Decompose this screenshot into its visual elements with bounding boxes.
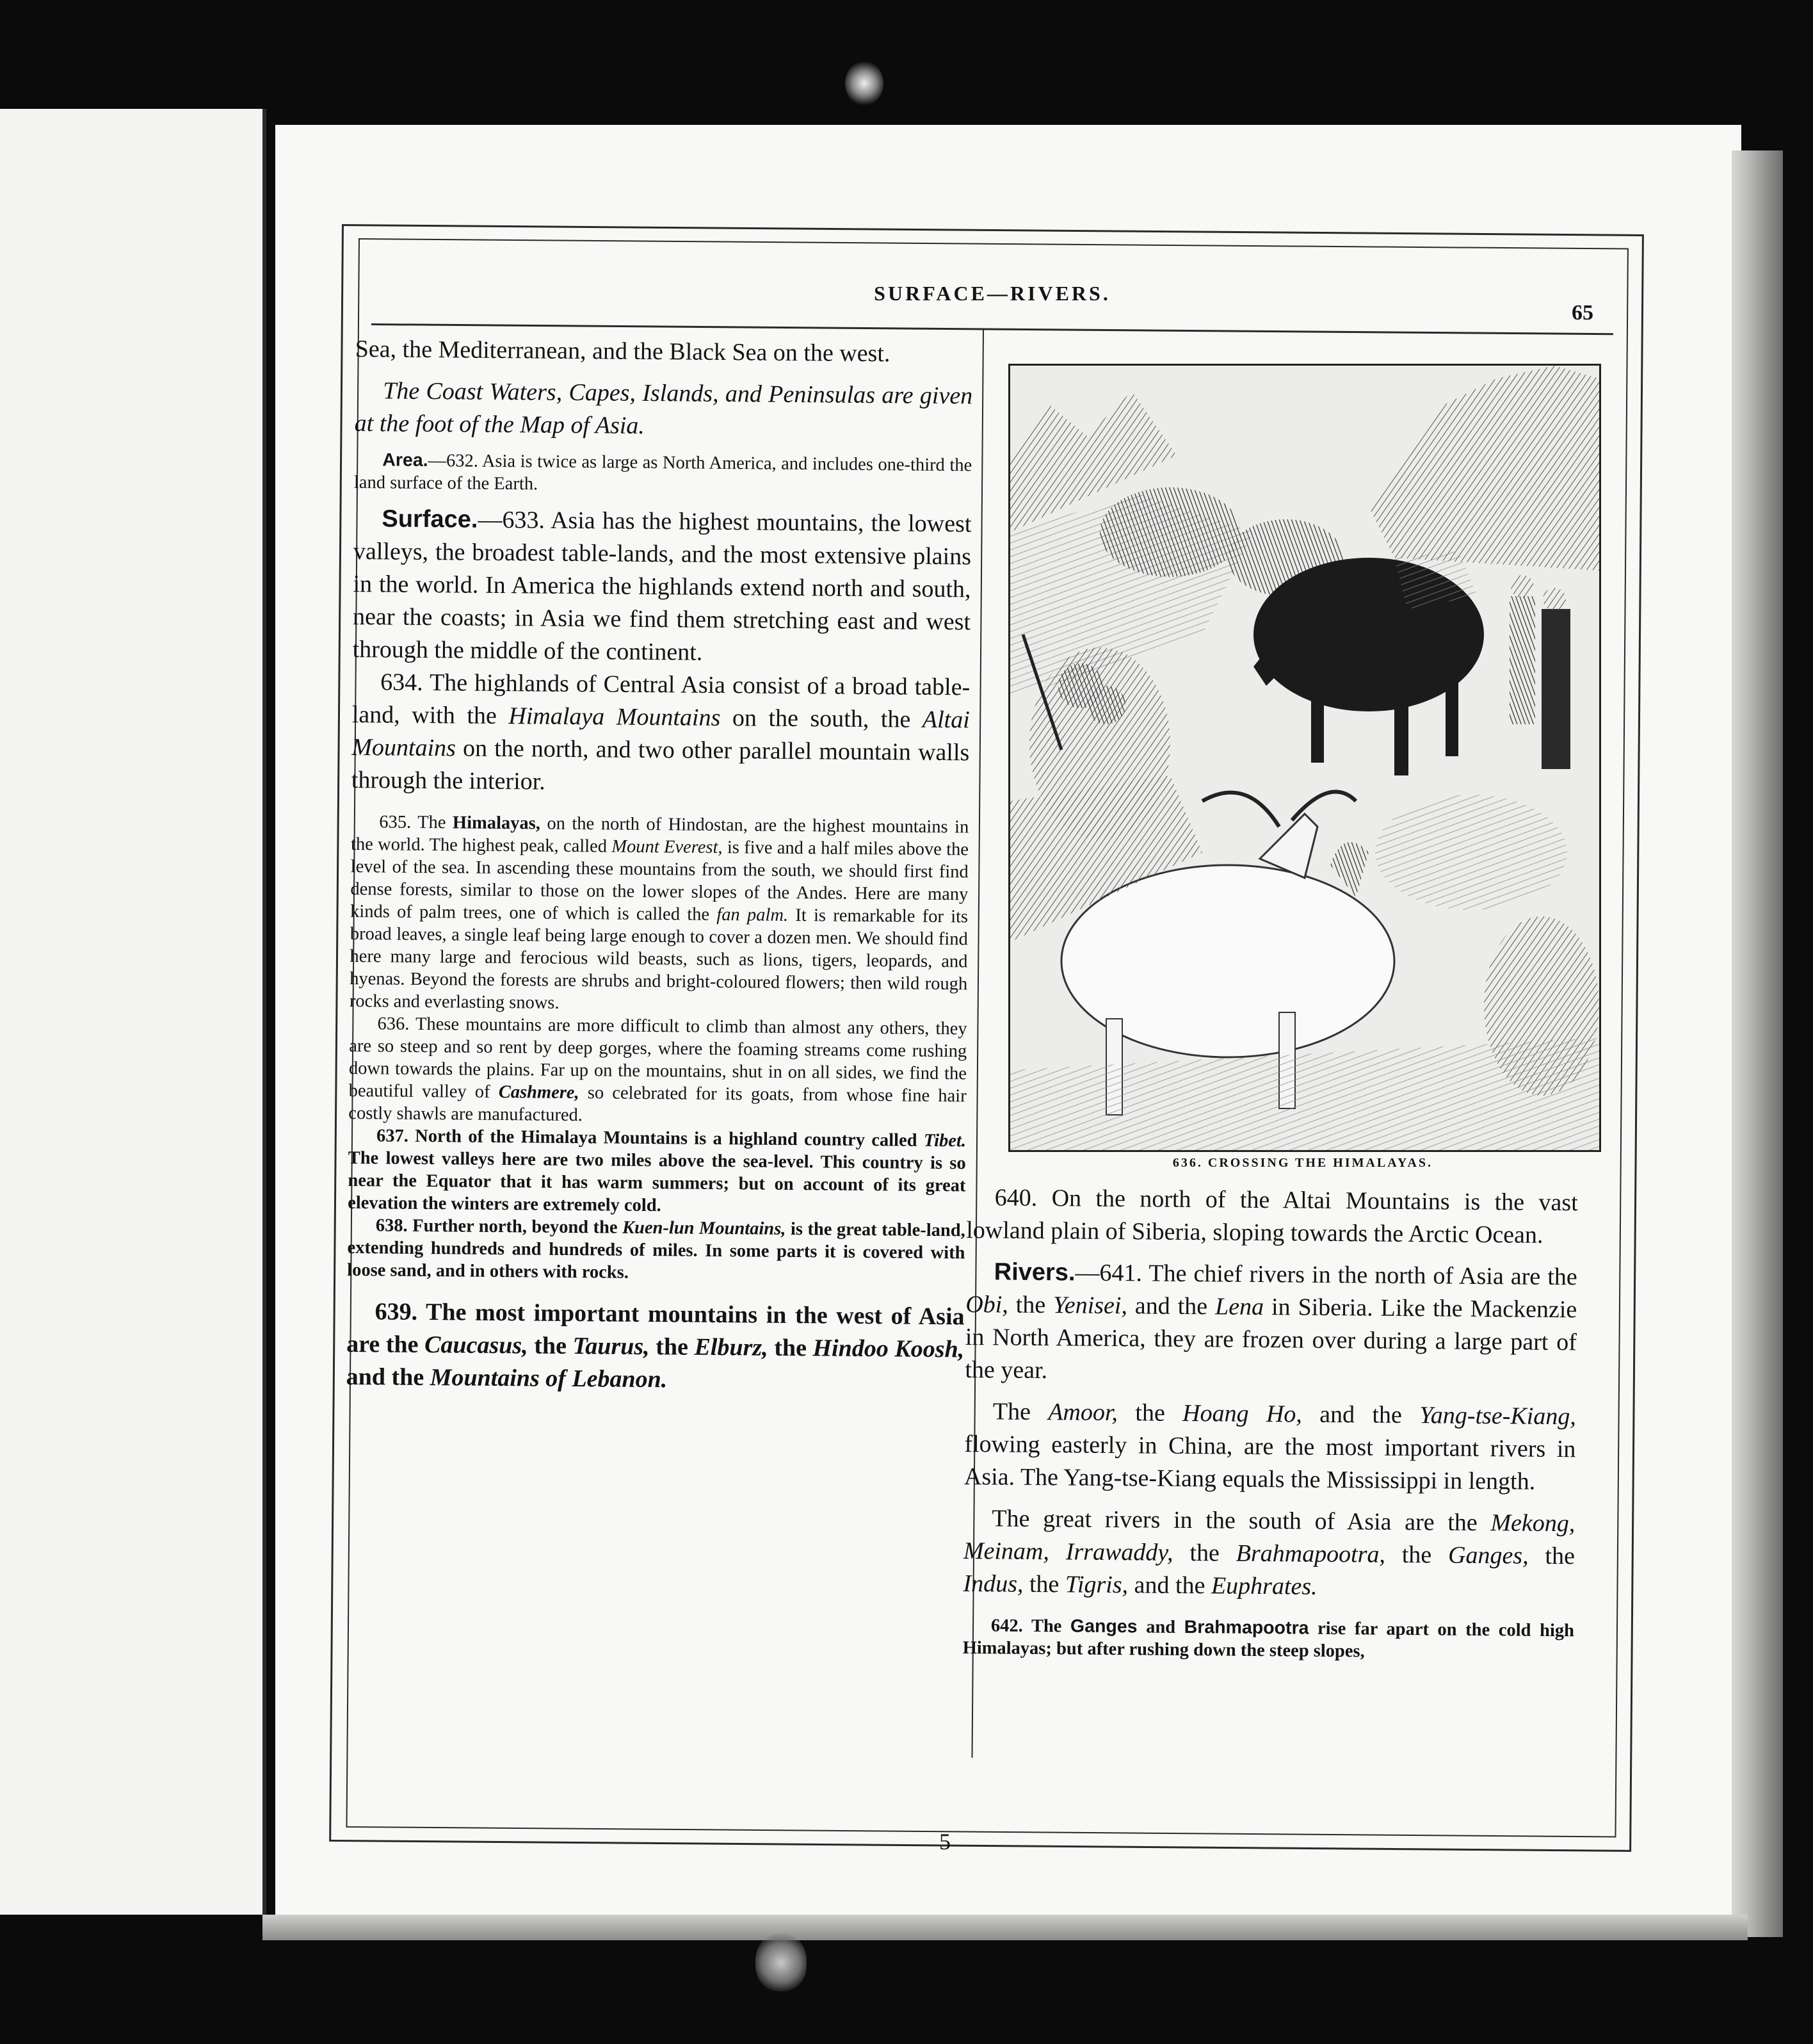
right-column (962, 1181, 1577, 1664)
paragraph-area: Area.—632. Asia is twice as large as North America, and includes one-third the land surface of the Earth. (353, 450, 972, 494)
paragraph-635: 635. The Himalayas, on the north of Hindostan, are the highest mountains in the world. The highest peak, called Mount Everest, is five and a half miles above the level of the sea. In ascending these mountains from the south, we should first find dense forests, similar to those on the lower slopes of the Andes. Here are many kinds of palm trees, one of which is called the fan palm. It is remarkable for its broad leaves, a single leaf being large enough to cover a dozen men. We should find here many large and ferocious wild beasts, such as lions, tigers, leopards, and hyenas. Beyond the forests are shrubs and bright-coloured flowers; then wild rough rocks and everlasting snows. (349, 812, 969, 1013)
figure-caption: 636. CROSSING THE HIMALAYAS. (1172, 1156, 1433, 1170)
paragraph-637: 637. North of the Himalaya Mountains is a highland country called Tibet. The lowest valleys here are two miles above the sea-level. This country is so near the Equator that it has warm summers; but on account of its great elevation the winters are extremely cold. (348, 1126, 967, 1216)
engraving-crossing-himalayas (1008, 364, 1601, 1152)
left-page (0, 109, 266, 1915)
paragraph-great-rivers: The great rivers in the south of Asia are the Mekong, Meinam, Irrawaddy, the Brahmapootra, the Ganges, the Indus, the Tigris, and the Euphrates. (963, 1505, 1575, 1600)
paragraph-638: 638. Further north, beyond the Kuen-lun Mountains, is the great table-land, extending hundreds and hundreds of miles. In some parts it is covered with loose sand, and in others with rocks. (347, 1215, 965, 1283)
paragraph-continued: Sea, the Mediterranean, and the Black Sea on the west. (355, 335, 890, 368)
rivers-heading: Rivers. (994, 1258, 1076, 1286)
paragraph-633: Surface.—633. Asia has the highest mountains, the lowest valleys, the broadest table-lands, and the most extensive plains in the world. In America the highlands extend north and south, near the coasts; in Asia we find them stretching east and west through the middle of the continent. (352, 505, 972, 666)
paragraph-642: 642. The Ganges and Brahmapootra rise far apart on the cold high Himalayas; but after rushing down the steep slopes, (962, 1616, 1575, 1662)
page-number: 65 (1572, 301, 1593, 325)
surface-heading: Surface. (382, 505, 478, 533)
scan-blemish (755, 1934, 807, 1991)
running-head: SURFACE—RIVERS. (874, 282, 1111, 305)
paragraph-640: 640. On the north of the Altai Mountains is the vast lowland plain of Siberia, sloping towards the Arctic Ocean. (966, 1184, 1578, 1249)
paragraph-634: 634. The highlands of Central Asia consist of a broad table-land, with the Himalaya Mountains on the south, the Altai Mountains on the north, and two other parallel mountain walls through the interior. (351, 669, 971, 795)
area-heading: Area. (382, 450, 428, 471)
left-column (346, 333, 973, 1399)
paragraph-639: 639. The most important mountains in the west of Asia are the Caucasus, the Taurus, the Elburz, the Hindoo Koosh, and the Mountains of Lebanon. (346, 1298, 965, 1393)
paragraph-amoor: The Amoor, the Hoang Ho, and the Yang-tse-Kiang, flowing easterly in China, are the most important rivers in Asia. The Yang-tse-Kiang equals the Mississippi in length. (963, 1398, 1577, 1495)
page-edge (1732, 150, 1783, 1937)
paragraph-636: 636. These mountains are more difficult to climb than almost any others, they are so steep and so rent by deep gorges, where the foaming streams come rushing down towards the plains. Far up on the mountains, shut in on all sides, we find the beautiful valley of Cashmere, so celebrated for its goats, from whose fine hair costly shawls are manufactured. (348, 1014, 967, 1126)
paragraph-coast-waters: The Coast Waters, Capes, Islands, and Peninsulas are given at the foot of the Map of Asia. (354, 377, 973, 439)
scan-blemish (845, 61, 883, 106)
signature-mark: 5 (939, 1829, 951, 1854)
bottom-edge (262, 1915, 1748, 1940)
engraving-illustration (1010, 366, 1599, 1150)
paragraph-641: Rivers.—641. The chief rivers in the north of Asia are the Obi, the Yenisei, and the Lena in Siberia. Like the Mackenzie in North America, they are frozen over during a large part of the year. (965, 1258, 1577, 1384)
